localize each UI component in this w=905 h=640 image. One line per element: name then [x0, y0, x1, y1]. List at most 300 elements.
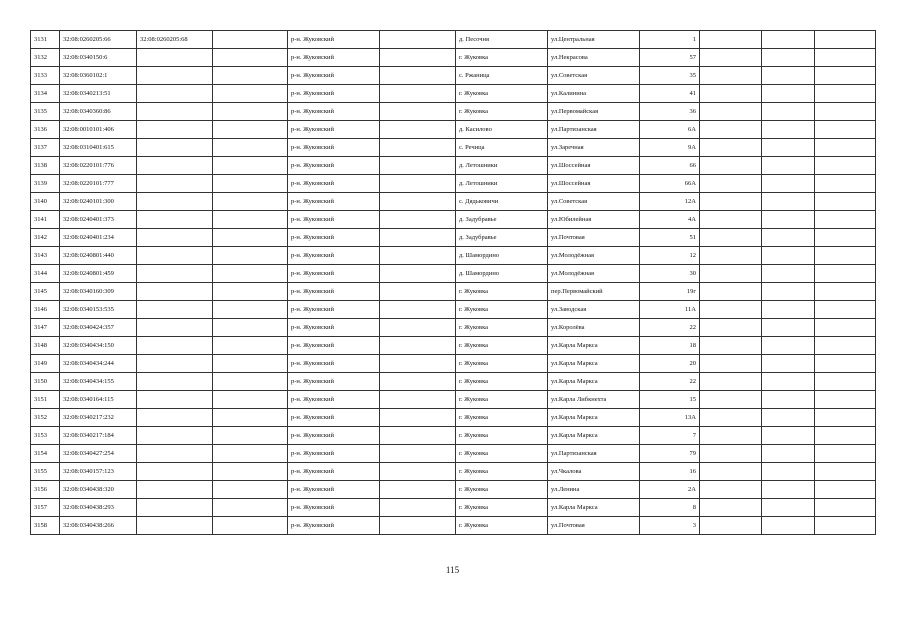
table-row	[31, 85, 876, 103]
house-number-cell: 6А	[640, 121, 700, 139]
street-cell: ул.Почтовая	[548, 229, 640, 247]
empty-cell	[700, 85, 762, 103]
table-row	[31, 481, 876, 499]
district-cell: р-н. Жуковский	[288, 283, 380, 301]
row-number-cell: 3140	[31, 193, 60, 211]
table-row	[31, 337, 876, 355]
locality-cell: г. Жуковка	[456, 517, 548, 535]
empty-cell	[815, 409, 876, 427]
empty-cell	[213, 103, 288, 121]
previous-cadastral-number-cell	[137, 103, 213, 121]
empty-cell	[815, 67, 876, 85]
empty-cell	[213, 517, 288, 535]
district-cell: р-н. Жуковский	[288, 67, 380, 85]
empty-cell	[213, 175, 288, 193]
empty-cell	[815, 85, 876, 103]
empty-cell	[380, 157, 456, 175]
row-number-cell: 3152	[31, 409, 60, 427]
table-row	[31, 193, 876, 211]
cadastral-number-cell: 32:08:0340424:357	[60, 319, 137, 337]
row-number-cell: 3145	[31, 283, 60, 301]
previous-cadastral-number-cell	[137, 193, 213, 211]
empty-cell	[762, 49, 815, 67]
street-cell: ул.Первомайская	[548, 103, 640, 121]
cadastral-number-cell: 32:08:0240401:234	[60, 229, 137, 247]
street-cell: ул.Карла Маркса	[548, 355, 640, 373]
cadastral-number-cell: 32:08:0340160:309	[60, 283, 137, 301]
empty-cell	[380, 301, 456, 319]
empty-cell	[213, 355, 288, 373]
empty-cell	[700, 103, 762, 121]
district-cell: р-н. Жуковский	[288, 301, 380, 319]
table-row	[31, 373, 876, 391]
empty-cell	[762, 301, 815, 319]
house-number-cell: 2А	[640, 481, 700, 499]
house-number-cell: 79	[640, 445, 700, 463]
empty-cell	[762, 139, 815, 157]
house-number-cell: 1	[640, 31, 700, 49]
street-cell: ул.Почтовая	[548, 517, 640, 535]
empty-cell	[815, 283, 876, 301]
empty-cell	[700, 247, 762, 265]
empty-cell	[762, 85, 815, 103]
table-row	[31, 355, 876, 373]
house-number-cell: 12А	[640, 193, 700, 211]
district-cell: р-н. Жуковский	[288, 139, 380, 157]
row-number-cell: 3143	[31, 247, 60, 265]
locality-cell: г. Жуковка	[456, 85, 548, 103]
empty-cell	[815, 265, 876, 283]
cadastral-number-cell: 32:08:0340438:266	[60, 517, 137, 535]
empty-cell	[762, 409, 815, 427]
empty-cell	[380, 247, 456, 265]
row-number-cell: 3141	[31, 211, 60, 229]
empty-cell	[213, 319, 288, 337]
empty-cell	[762, 211, 815, 229]
empty-cell	[700, 139, 762, 157]
empty-cell	[380, 337, 456, 355]
empty-cell	[815, 247, 876, 265]
empty-cell	[213, 445, 288, 463]
empty-cell	[213, 193, 288, 211]
empty-cell	[815, 355, 876, 373]
street-cell: ул.Карла Маркса	[548, 499, 640, 517]
empty-cell	[213, 301, 288, 319]
row-number-cell: 3154	[31, 445, 60, 463]
table-row	[31, 463, 876, 481]
street-cell: ул.Карла Маркса	[548, 337, 640, 355]
district-cell: р-н. Жуковский	[288, 157, 380, 175]
street-cell: пер.Первомайский	[548, 283, 640, 301]
empty-cell	[762, 283, 815, 301]
locality-cell: д. Летошники	[456, 175, 548, 193]
table-row	[31, 31, 876, 49]
empty-cell	[700, 211, 762, 229]
district-cell: р-н. Жуковский	[288, 85, 380, 103]
house-number-cell: 4А	[640, 211, 700, 229]
district-cell: р-н. Жуковский	[288, 391, 380, 409]
empty-cell	[762, 427, 815, 445]
empty-cell	[762, 319, 815, 337]
empty-cell	[380, 193, 456, 211]
empty-cell	[815, 499, 876, 517]
previous-cadastral-number-cell	[137, 247, 213, 265]
district-cell: р-н. Жуковский	[288, 211, 380, 229]
locality-cell: г. Жуковка	[456, 49, 548, 67]
empty-cell	[380, 121, 456, 139]
cadastral-number-cell: 32:08:0240101:300	[60, 193, 137, 211]
house-number-cell: 13А	[640, 409, 700, 427]
row-number-cell: 3134	[31, 85, 60, 103]
street-cell: ул.Центральная	[548, 31, 640, 49]
row-number-cell: 3142	[31, 229, 60, 247]
empty-cell	[380, 211, 456, 229]
house-number-cell: 12	[640, 247, 700, 265]
locality-cell: г. Жуковка	[456, 301, 548, 319]
empty-cell	[815, 229, 876, 247]
previous-cadastral-number-cell	[137, 157, 213, 175]
locality-cell: д. Задубравье	[456, 229, 548, 247]
street-cell: ул.Молодёжная	[548, 265, 640, 283]
cadastral-number-cell: 32:08:0240801:440	[60, 247, 137, 265]
table-row	[31, 67, 876, 85]
empty-cell	[762, 391, 815, 409]
previous-cadastral-number-cell	[137, 319, 213, 337]
cadastral-number-cell: 32:08:0340217:232	[60, 409, 137, 427]
empty-cell	[213, 31, 288, 49]
street-cell: ул.Советская	[548, 67, 640, 85]
empty-cell	[380, 481, 456, 499]
cadastral-number-cell: 32:08:0220101:777	[60, 175, 137, 193]
empty-cell	[380, 31, 456, 49]
locality-cell: г. Жуковка	[456, 337, 548, 355]
street-cell: ул.Карла Либкнехта	[548, 391, 640, 409]
row-number-cell: 3138	[31, 157, 60, 175]
empty-cell	[700, 463, 762, 481]
cadastral-number-cell: 32:08:0220101:776	[60, 157, 137, 175]
house-number-cell: 22	[640, 319, 700, 337]
table-row	[31, 229, 876, 247]
empty-cell	[762, 337, 815, 355]
street-cell: ул.Карла Маркса	[548, 373, 640, 391]
previous-cadastral-number-cell	[137, 283, 213, 301]
empty-cell	[213, 229, 288, 247]
empty-cell	[700, 175, 762, 193]
empty-cell	[815, 31, 876, 49]
street-cell: ул.Карла Маркса	[548, 409, 640, 427]
house-number-cell: 66	[640, 157, 700, 175]
empty-cell	[815, 391, 876, 409]
page-number: 115	[445, 565, 460, 575]
locality-cell: д. Шамордино	[456, 247, 548, 265]
district-cell: р-н. Жуковский	[288, 373, 380, 391]
previous-cadastral-number-cell	[137, 373, 213, 391]
district-cell: р-н. Жуковский	[288, 517, 380, 535]
row-number-cell: 3158	[31, 517, 60, 535]
locality-cell: с. Речица	[456, 139, 548, 157]
empty-cell	[213, 139, 288, 157]
table-row	[31, 283, 876, 301]
district-cell: р-н. Жуковский	[288, 319, 380, 337]
empty-cell	[762, 31, 815, 49]
previous-cadastral-number-cell	[137, 265, 213, 283]
empty-cell	[213, 283, 288, 301]
street-cell: ул.Юбилейная	[548, 211, 640, 229]
empty-cell	[815, 373, 876, 391]
district-cell: р-н. Жуковский	[288, 265, 380, 283]
empty-cell	[380, 463, 456, 481]
previous-cadastral-number-cell	[137, 499, 213, 517]
locality-cell: г. Жуковка	[456, 481, 548, 499]
house-number-cell: 36	[640, 103, 700, 121]
empty-cell	[213, 157, 288, 175]
previous-cadastral-number-cell	[137, 85, 213, 103]
house-number-cell: 66А	[640, 175, 700, 193]
street-cell: ул.Заречная	[548, 139, 640, 157]
street-cell: ул.Королёва	[548, 319, 640, 337]
empty-cell	[213, 409, 288, 427]
empty-cell	[700, 499, 762, 517]
previous-cadastral-number-cell	[137, 67, 213, 85]
district-cell: р-н. Жуковский	[288, 445, 380, 463]
locality-cell: с. Ржаница	[456, 67, 548, 85]
empty-cell	[815, 175, 876, 193]
empty-cell	[213, 85, 288, 103]
empty-cell	[700, 409, 762, 427]
empty-cell	[815, 49, 876, 67]
locality-cell: г. Жуковка	[456, 409, 548, 427]
empty-cell	[700, 373, 762, 391]
empty-cell	[762, 481, 815, 499]
table-row	[31, 175, 876, 193]
empty-cell	[762, 373, 815, 391]
empty-cell	[762, 517, 815, 535]
table-row	[31, 319, 876, 337]
row-number-cell: 3132	[31, 49, 60, 67]
empty-cell	[213, 427, 288, 445]
district-cell: р-н. Жуковский	[288, 229, 380, 247]
empty-cell	[762, 265, 815, 283]
empty-cell	[380, 175, 456, 193]
district-cell: р-н. Жуковский	[288, 427, 380, 445]
empty-cell	[762, 445, 815, 463]
empty-cell	[762, 499, 815, 517]
cadastral-number-cell: 32:08:0340213:51	[60, 85, 137, 103]
empty-cell	[762, 175, 815, 193]
table-row	[31, 499, 876, 517]
locality-cell: д. Шамордино	[456, 265, 548, 283]
district-cell: р-н. Жуковский	[288, 337, 380, 355]
table-body	[31, 31, 876, 535]
house-number-cell: 15	[640, 391, 700, 409]
empty-cell	[213, 337, 288, 355]
street-cell: ул.Советская	[548, 193, 640, 211]
property-registry-table	[30, 30, 876, 535]
empty-cell	[815, 445, 876, 463]
table-row	[31, 409, 876, 427]
empty-cell	[700, 355, 762, 373]
empty-cell	[815, 157, 876, 175]
street-cell: ул.Карла Маркса	[548, 427, 640, 445]
street-cell: ул.Заводская	[548, 301, 640, 319]
table-row	[31, 139, 876, 157]
table-row	[31, 427, 876, 445]
empty-cell	[762, 157, 815, 175]
row-number-cell: 3155	[31, 463, 60, 481]
locality-cell: г. Жуковка	[456, 103, 548, 121]
district-cell: р-н. Жуковский	[288, 409, 380, 427]
empty-cell	[762, 103, 815, 121]
cadastral-number-cell: 32:08:0240401:373	[60, 211, 137, 229]
previous-cadastral-number-cell	[137, 517, 213, 535]
locality-cell: с. Дядьковичи	[456, 193, 548, 211]
empty-cell	[213, 247, 288, 265]
previous-cadastral-number-cell	[137, 355, 213, 373]
empty-cell	[380, 319, 456, 337]
house-number-cell: 16	[640, 463, 700, 481]
empty-cell	[213, 121, 288, 139]
previous-cadastral-number-cell	[137, 229, 213, 247]
district-cell: р-н. Жуковский	[288, 481, 380, 499]
empty-cell	[380, 229, 456, 247]
previous-cadastral-number-cell	[137, 337, 213, 355]
previous-cadastral-number-cell	[137, 211, 213, 229]
row-number-cell: 3153	[31, 427, 60, 445]
cadastral-number-cell: 32:08:0340360:86	[60, 103, 137, 121]
locality-cell: г. Жуковка	[456, 445, 548, 463]
empty-cell	[380, 355, 456, 373]
empty-cell	[380, 409, 456, 427]
table-row	[31, 445, 876, 463]
locality-cell: г. Жуковка	[456, 499, 548, 517]
row-number-cell: 3139	[31, 175, 60, 193]
cadastral-number-cell: 32:08:0340153:535	[60, 301, 137, 319]
empty-cell	[700, 301, 762, 319]
previous-cadastral-number-cell	[137, 49, 213, 67]
district-cell: р-н. Жуковский	[288, 49, 380, 67]
empty-cell	[213, 373, 288, 391]
cadastral-number-cell: 32:08:0340157:123	[60, 463, 137, 481]
empty-cell	[815, 103, 876, 121]
empty-cell	[700, 31, 762, 49]
house-number-cell: 11А	[640, 301, 700, 319]
locality-cell: д. Задубравье	[456, 211, 548, 229]
table-row	[31, 391, 876, 409]
previous-cadastral-number-cell	[137, 463, 213, 481]
row-number-cell: 3148	[31, 337, 60, 355]
cadastral-number-cell: 32:08:0340434:244	[60, 355, 137, 373]
locality-cell: г. Жуковка	[456, 355, 548, 373]
empty-cell	[700, 157, 762, 175]
street-cell: ул.Шоссейная	[548, 157, 640, 175]
empty-cell	[380, 85, 456, 103]
row-number-cell: 3149	[31, 355, 60, 373]
empty-cell	[700, 445, 762, 463]
empty-cell	[762, 67, 815, 85]
cadastral-number-cell: 32:08:0260205:66	[60, 31, 137, 49]
house-number-cell: 30	[640, 265, 700, 283]
previous-cadastral-number-cell	[137, 175, 213, 193]
house-number-cell: 22	[640, 373, 700, 391]
empty-cell	[700, 229, 762, 247]
empty-cell	[815, 211, 876, 229]
empty-cell	[815, 121, 876, 139]
street-cell: ул.Шоссейная	[548, 175, 640, 193]
house-number-cell: 20	[640, 355, 700, 373]
empty-cell	[815, 319, 876, 337]
district-cell: р-н. Жуковский	[288, 247, 380, 265]
row-number-cell: 3150	[31, 373, 60, 391]
previous-cadastral-number-cell	[137, 445, 213, 463]
district-cell: р-н. Жуковский	[288, 103, 380, 121]
empty-cell	[762, 229, 815, 247]
previous-cadastral-number-cell: 32:08:0260205:68	[137, 31, 213, 49]
empty-cell	[815, 337, 876, 355]
locality-cell: г. Жуковка	[456, 373, 548, 391]
row-number-cell: 3135	[31, 103, 60, 121]
empty-cell	[380, 49, 456, 67]
empty-cell	[700, 337, 762, 355]
street-cell: ул.Молодёжная	[548, 247, 640, 265]
empty-cell	[762, 463, 815, 481]
empty-cell	[380, 517, 456, 535]
table-row	[31, 157, 876, 175]
empty-cell	[213, 391, 288, 409]
cadastral-number-cell: 32:08:0240801:459	[60, 265, 137, 283]
row-number-cell: 3156	[31, 481, 60, 499]
district-cell: р-н. Жуковский	[288, 355, 380, 373]
empty-cell	[380, 265, 456, 283]
district-cell: р-н. Жуковский	[288, 193, 380, 211]
empty-cell	[815, 301, 876, 319]
row-number-cell: 3136	[31, 121, 60, 139]
locality-cell: д. Касилово	[456, 121, 548, 139]
house-number-cell: 18	[640, 337, 700, 355]
row-number-cell: 3157	[31, 499, 60, 517]
empty-cell	[213, 49, 288, 67]
empty-cell	[380, 391, 456, 409]
previous-cadastral-number-cell	[137, 139, 213, 157]
empty-cell	[380, 283, 456, 301]
table-row	[31, 247, 876, 265]
table-row	[31, 103, 876, 121]
empty-cell	[700, 427, 762, 445]
empty-cell	[380, 67, 456, 85]
cadastral-number-cell: 32:08:0010101:406	[60, 121, 137, 139]
cadastral-number-cell: 32:08:0340434:150	[60, 337, 137, 355]
row-number-cell: 3133	[31, 67, 60, 85]
empty-cell	[213, 265, 288, 283]
previous-cadastral-number-cell	[137, 121, 213, 139]
cadastral-number-cell: 32:08:0340438:320	[60, 481, 137, 499]
house-number-cell: 3	[640, 517, 700, 535]
empty-cell	[213, 67, 288, 85]
locality-cell: г. Жуковка	[456, 319, 548, 337]
cadastral-number-cell: 32:08:0340217:184	[60, 427, 137, 445]
cadastral-number-cell: 32:08:0310401:615	[60, 139, 137, 157]
house-number-cell: 41	[640, 85, 700, 103]
house-number-cell: 7	[640, 427, 700, 445]
empty-cell	[762, 193, 815, 211]
empty-cell	[762, 121, 815, 139]
row-number-cell: 3131	[31, 31, 60, 49]
empty-cell	[380, 139, 456, 157]
cadastral-number-cell: 32:08:0360102:1	[60, 67, 137, 85]
table-row	[31, 49, 876, 67]
district-cell: р-н. Жуковский	[288, 463, 380, 481]
empty-cell	[380, 373, 456, 391]
table-row	[31, 265, 876, 283]
